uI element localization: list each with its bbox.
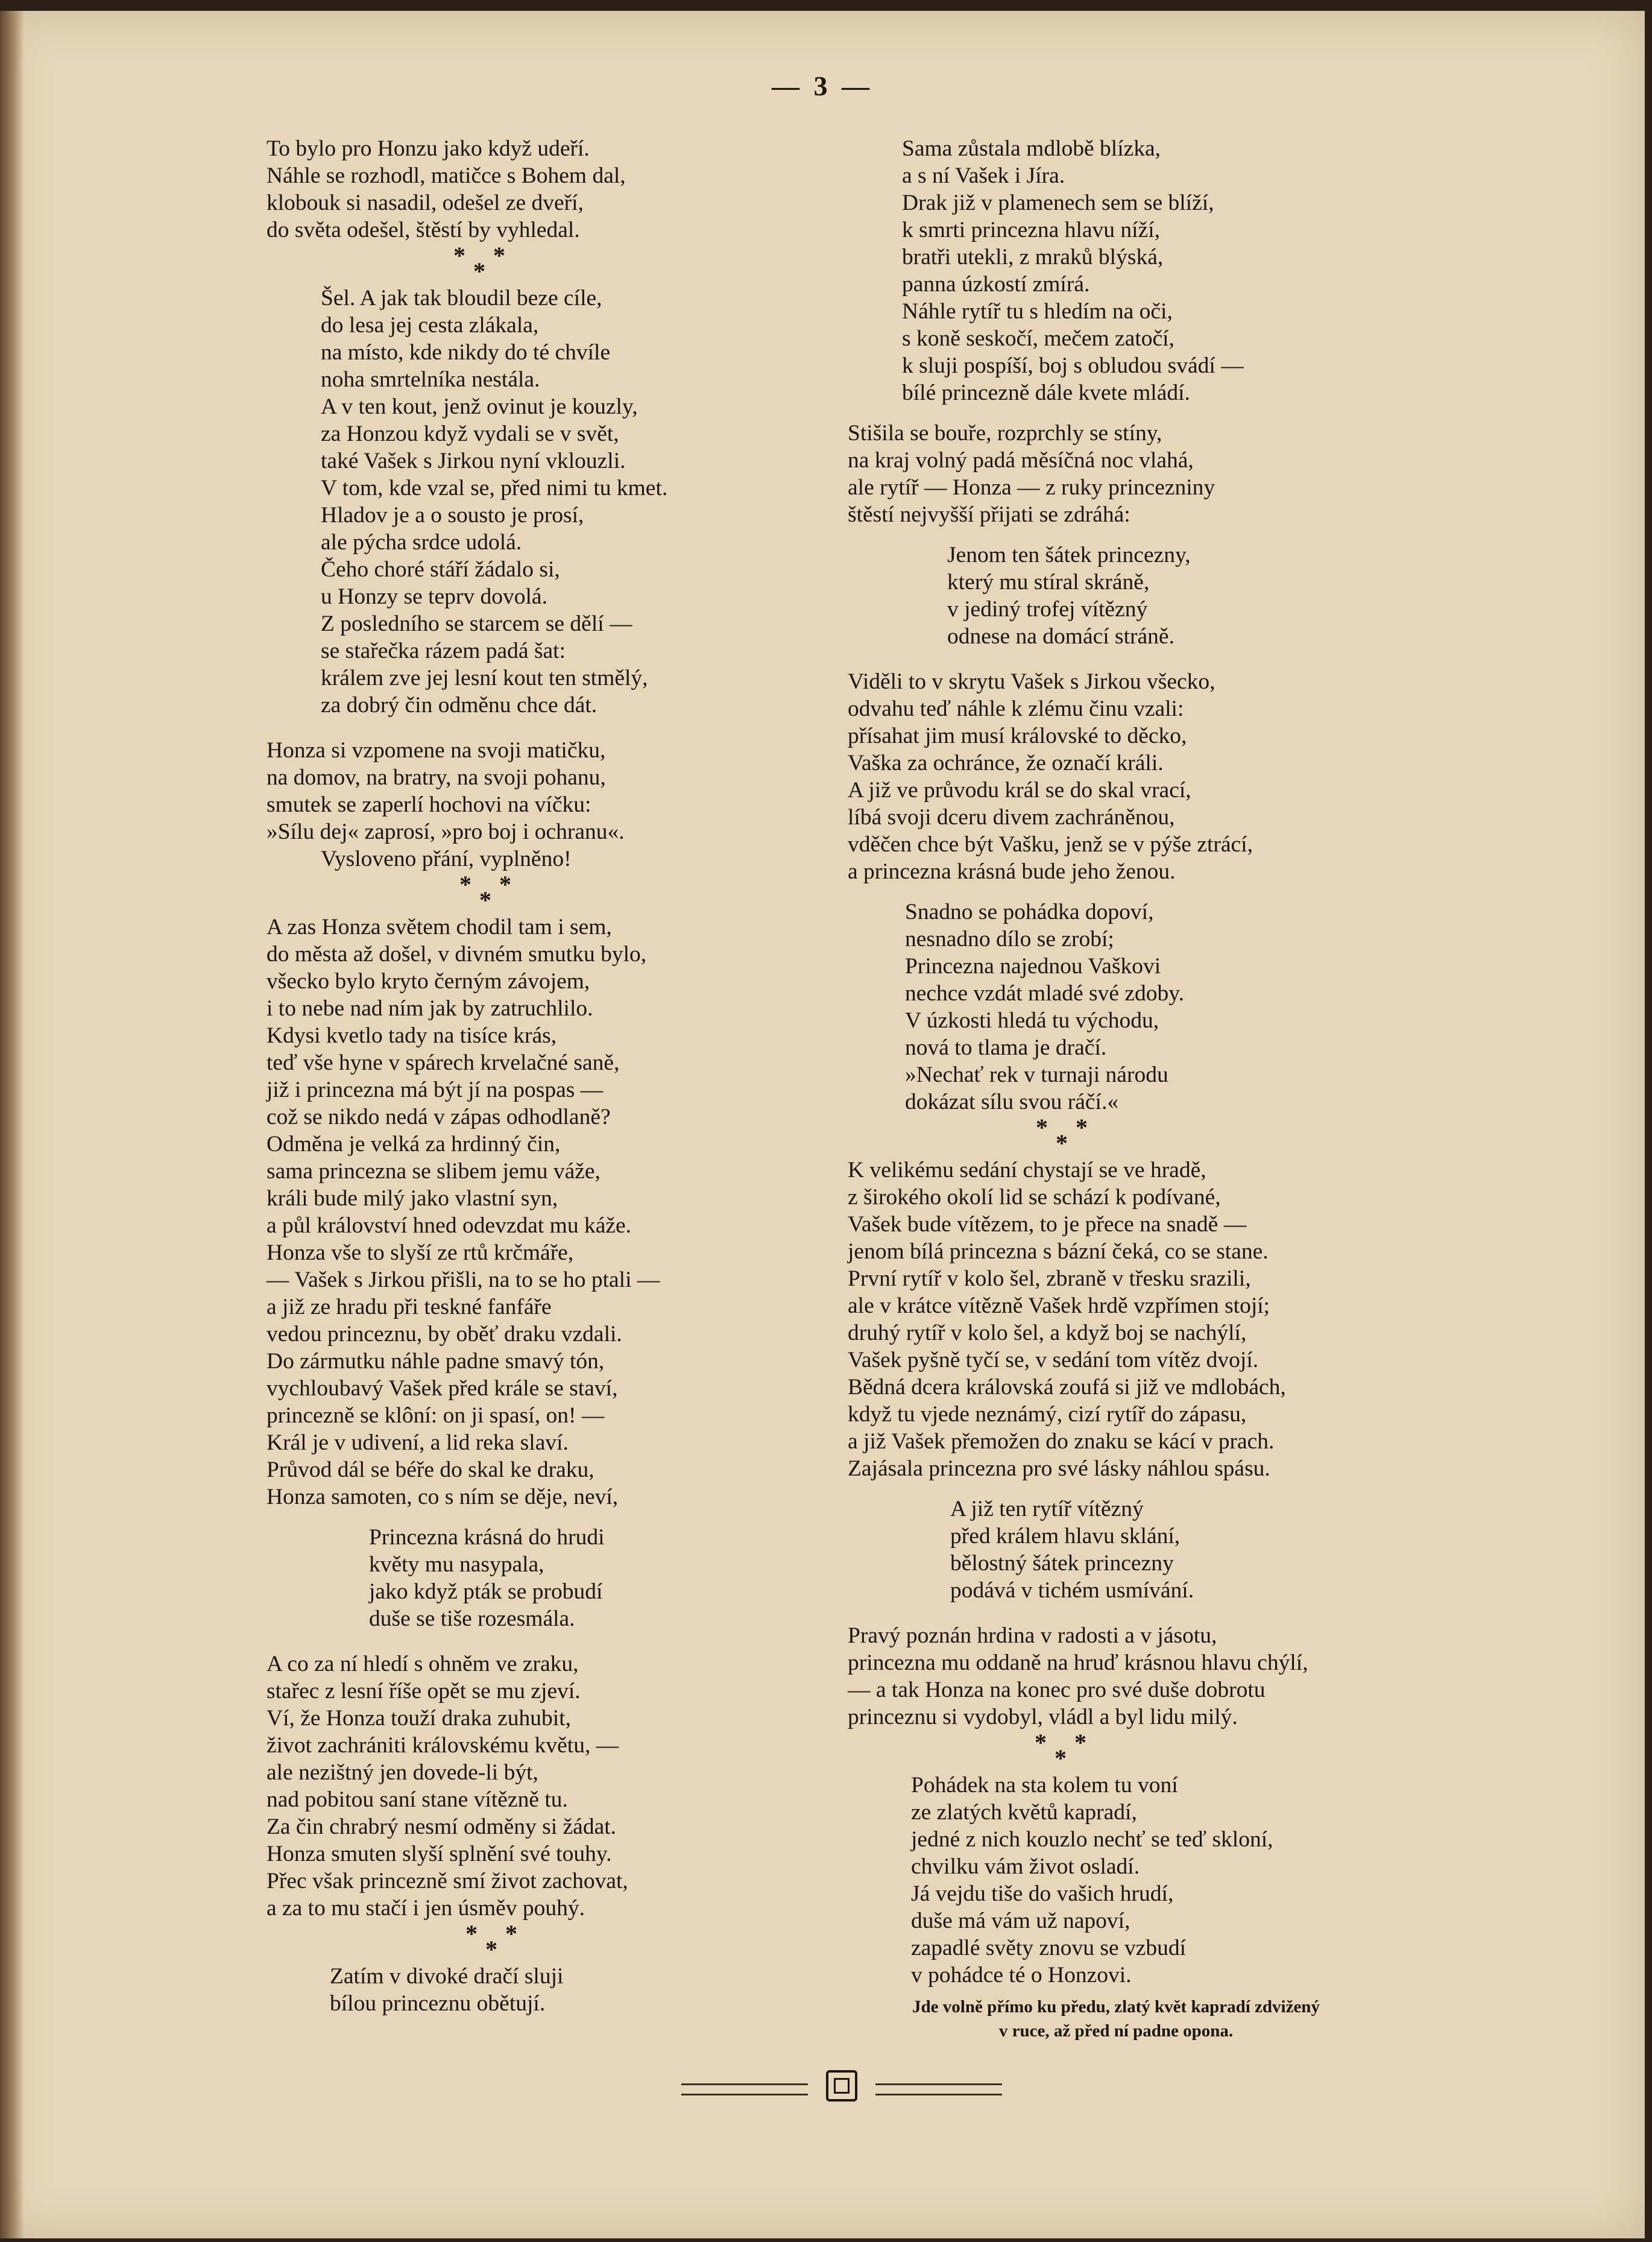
verse-line: všecko bylo kryto černým závojem,: [266, 969, 590, 994]
verse-line: K velikému sedání chystají se ve hradě,: [848, 1158, 1206, 1183]
verse-line: když tu vjede neznámý, cizí rytíř do zápasu,: [848, 1402, 1247, 1427]
verse-line: Král je v udivení, a lid reka slaví.: [266, 1430, 569, 1455]
verse-line: Hladov je a o sousto je prosí,: [321, 503, 584, 528]
verse-line: podává v tichém usmívání.: [950, 1578, 1194, 1603]
ornament-rule-right: [875, 2083, 1002, 2095]
verse-line: ale pýcha srdce udolá.: [321, 530, 522, 555]
verse-line: Princezna krásná do hrudi: [369, 1525, 605, 1550]
asterisk-icon: *: [1074, 1729, 1086, 1756]
stanza-gap: [266, 1632, 809, 1650]
verse-line: k sluji pospíší, boj s obludou svádí —: [902, 353, 1244, 378]
verse-line: Honza si vzpomene na svoji matičku,: [266, 738, 606, 763]
asterisk-icon: *: [1055, 1745, 1067, 1772]
asterisk-icon: *: [1076, 1114, 1088, 1141]
verse-line: V úzkosti hledá tu východu,: [905, 1008, 1159, 1033]
verse-line: nechce vzdát mladé své zdoby.: [905, 981, 1184, 1006]
verse-line: již i princezna má být jí na pospas —: [266, 1078, 604, 1102]
verse-line: také Vašek s Jirkou nyní vklouzli.: [321, 449, 626, 473]
verse-line: v jediný trofej vítězný: [947, 597, 1148, 622]
ornament-box-icon: [826, 2070, 857, 2101]
verse-line: Drak již v plamenech sem se blíží,: [902, 191, 1214, 215]
verse-line: Odměna je velká za hrdinný čin,: [266, 1132, 561, 1157]
verse-line: život zachrániti královskému květu, —: [266, 1733, 619, 1758]
ornament-rule-left: [681, 2083, 808, 2095]
verse-line: Vašek bude vítězem, to je přece na snadě —: [848, 1212, 1247, 1237]
asterisk-icon: *: [1036, 1114, 1048, 1141]
verse-line: Za čin chrabrý nesmí odměny si žádat.: [266, 1814, 617, 1839]
verse-line: Průvod dál se béře do skal ke draku,: [266, 1457, 594, 1482]
stanza-gap: [848, 528, 1390, 542]
asterisk-icon: *: [493, 242, 505, 269]
verse-line: teď vše hyne v spárech krvelačné saně,: [266, 1050, 620, 1075]
verse-line: nad pobitou saní stane vítězně tu.: [266, 1787, 568, 1812]
verse-line: A zas Honza světem chodil tam i sem,: [266, 915, 612, 939]
verse-line: a princezna krásná bude jeho ženou.: [848, 859, 1176, 884]
verse-line: Honza samoten, co s ním se děje, neví,: [266, 1485, 619, 1509]
verse-line: do města až došel, v divném smutku bylo,: [266, 942, 647, 967]
verse-line: Pohádek na sta kolem tu voní: [911, 1773, 1178, 1798]
verse-line: u Honzy se teprv dovolá.: [321, 584, 547, 609]
verse-line: a s ní Vašek i Jíra.: [902, 163, 1065, 188]
verse-line: odnese na domácí stráně.: [947, 624, 1174, 649]
end-ornament: [0, 2069, 1645, 2105]
verse-line: vděčen chce být Vašku, jenž se v pýše ztrácí,: [848, 832, 1253, 857]
verse-line: bílé princezně dále kvete mládí.: [902, 381, 1190, 405]
verse-line: Viděli to v skrytu Vašek s Jirkou všecko,: [848, 669, 1215, 694]
asterisk-icon: *: [1056, 1129, 1068, 1157]
asterisk-icon: *: [479, 886, 491, 914]
verse-line: ale nezištný jen dovede-li být,: [266, 1760, 538, 1785]
verse-line: na kraj volný padá měsíčná noc vlahá,: [848, 448, 1194, 473]
verse-line: bílou princeznu obětují.: [330, 1991, 546, 2016]
section-divider-asterisks: [453, 244, 809, 285]
right-column: [848, 135, 1390, 2043]
verse-line: odvahu teď náhle k zlému činu vzali:: [848, 696, 1184, 721]
verse-line: Bědná dcera královská zoufá si již ve mdlobách,: [848, 1375, 1286, 1400]
stanza-gap: [848, 406, 1390, 420]
section-divider-asterisks: [465, 1922, 809, 1963]
verse-line: za dobrý čin odměnu chce dát.: [321, 693, 597, 718]
verse-line: Já vejdu tiše do vašich hrudí,: [911, 1881, 1174, 1906]
verse-line: do světa odešel, štěstí by vyhledal.: [266, 218, 580, 242]
verse-line: Princezna najednou Vaškovi: [905, 954, 1161, 979]
verse-line: přísahat jim musí královské to děcko,: [848, 724, 1187, 748]
stanza-gap: [266, 719, 809, 737]
verse-line: bratři utekli, z mraků blýská,: [902, 245, 1164, 270]
verse-line: k smrti princezna hlavu níží,: [902, 218, 1160, 242]
verse-line: Pravý poznán hrdina v radosti a v jásotu,: [848, 1623, 1217, 1648]
book-spine: [0, 11, 24, 2238]
asterisk-icon: *: [505, 1920, 517, 1947]
stanza-gap: [848, 650, 1390, 668]
verse-line: A již ve průvodu král se do skal vrací,: [848, 778, 1191, 803]
asterisk-icon: *: [453, 242, 465, 269]
verse-line: chvilku vám život osladí.: [911, 1854, 1140, 1879]
verse-line: s koně seskočí, mečem zatočí,: [902, 326, 1174, 351]
verse-line: duše má vám už napoví,: [911, 1909, 1130, 1933]
verse-line: »Sílu dej« zaprosí, »pro boj i ochranu«.: [266, 819, 625, 844]
verse-line: vychloubavý Vašek před krále se staví,: [266, 1376, 618, 1401]
verse-line: králem zve jej lesní kout ten stmělý,: [321, 666, 648, 690]
verse-line: »Nechať rek v turnaji národu: [905, 1063, 1168, 1087]
asterisk-icon: *: [459, 871, 471, 898]
verse-line: princezně se klôní: on ji spasí, on! —: [266, 1403, 605, 1428]
verse-line: nesnadno dílo se zrobí;: [905, 927, 1114, 952]
verse-line: Sama zůstala mdlobě blízka,: [902, 136, 1161, 161]
asterisk-icon: *: [485, 1936, 497, 1963]
verse-line: vedou princeznu, by oběť draku vzdali.: [266, 1322, 622, 1347]
verse-line: Jenom ten šátek princezny,: [947, 543, 1191, 567]
verse-line: duše se tiše rozesmála.: [369, 1606, 575, 1631]
verse-line: Kdysi kvetlo tady na tisíce krás,: [266, 1023, 557, 1048]
stanza-gap: [848, 885, 1390, 898]
verse-line: To bylo pro Honzu jako když udeří.: [266, 136, 590, 161]
verse-line: a již Vašek přemožen do znaku se kácí v prach.: [848, 1429, 1275, 1454]
verse-line: na domov, na bratry, na svoji pohanu,: [266, 765, 606, 790]
verse-line: stařec z lesní říše opět se mu zjeví.: [266, 1679, 581, 1704]
verse-line: v pohádce té o Honzovi.: [911, 1963, 1132, 1988]
verse-line: Ví, že Honza touží draka zuhubit,: [266, 1706, 572, 1731]
left-column: [266, 135, 809, 2017]
verse-line: za Honzou když vydali se v svět,: [321, 422, 619, 446]
verse-line: jenom bílá princezna s bázní čeká, co se stane.: [848, 1239, 1269, 1264]
verse-line: Šel. A jak tak bloudil beze cíle,: [321, 286, 602, 311]
asterisk-icon: *: [473, 257, 485, 285]
verse-line: Honza smuten slyší splnění své touhy.: [266, 1842, 612, 1866]
verse-line: noha smrtelníka nestála.: [321, 367, 540, 392]
verse-line: V tom, kde vzal se, před nimi tu kmet.: [321, 476, 668, 501]
verse-line: na místo, kde nikdy do té chvíle: [321, 340, 611, 365]
verse-line: A již ten rytíř vítězný: [950, 1497, 1144, 1521]
stanza-gap: [848, 1482, 1390, 1495]
verse-line: a za to mu stačí i jen úsměv pouhý.: [266, 1896, 585, 1921]
verse-line: — a tak Honza na konec pro své duše dobrotu: [848, 1678, 1266, 1702]
verse-line: a již ze hradu při teskné fanfáře: [266, 1295, 552, 1319]
verse-line: Náhle se rozhodl, matičce s Bohem dal,: [266, 163, 626, 188]
verse-line: ze zlatých květů kapradí,: [911, 1800, 1137, 1825]
verse-line: což se nikdo nedá v zápas odhodlaně?: [266, 1105, 611, 1129]
asterisk-icon: *: [465, 1920, 478, 1947]
verse-line: druhý rytíř v kolo šel, a když boj se nachýlí,: [848, 1321, 1247, 1345]
verse-line: králi bude milý jako vlastní syn,: [266, 1186, 558, 1211]
verse-line: Z posledního se starcem se dělí —: [321, 611, 632, 636]
section-divider-asterisks: [459, 873, 809, 914]
verse-line: Zajásala princezna pro své lásky náhlou spásu.: [848, 1456, 1270, 1481]
asterisk-icon: *: [499, 871, 511, 898]
stage-direction-line: Jde volně přímo ku předu, zlatý květ kapradí zdvižený: [912, 1997, 1320, 2016]
verse-line: Stišila se bouře, rozprchly se stíny,: [848, 421, 1162, 446]
verse-line: Do zármutku náhle padne smavý tón,: [266, 1349, 605, 1374]
verse-line: princezna mu oddaně na hruď krásnou hlavu chýlí,: [848, 1650, 1308, 1675]
verse-line: Čeho choré stáří žádalo si,: [321, 557, 560, 582]
section-divider-asterisks: [1035, 1731, 1390, 1772]
verse-line: princeznu si vydobyl, vládl a byl lidu milý.: [848, 1705, 1238, 1729]
verse-line: z širokého okolí lid se schází k podívané,: [848, 1185, 1221, 1210]
verse-line: nová to tlama je dračí.: [905, 1035, 1107, 1060]
verse-line: před králem hlavu sklání,: [950, 1524, 1181, 1549]
verse-line: Zatím v divoké dračí sluji: [330, 1964, 564, 1989]
verse-line: zapadlé světy znovu se vzbudí: [911, 1936, 1187, 1960]
verse-line: jedné z nich kouzlo nechť se teď skloní,: [911, 1827, 1273, 1852]
verse-line: První rytíř v kolo šel, zbraně v třesku srazili,: [848, 1266, 1251, 1291]
verse-line: Přec však princezně smí život zachovat,: [266, 1869, 628, 1893]
stage-direction-line: v ruce, až před ní padne opona.: [998, 2021, 1234, 2041]
verse-line: A v ten kout, jenž ovinut je kouzly,: [321, 394, 638, 419]
verse-line: — Vašek s Jirkou přišli, na to se ho ptali —: [266, 1268, 660, 1292]
verse-line: který mu stíral skráně,: [947, 570, 1150, 595]
verse-line: se stařečka rázem padá šat:: [321, 639, 566, 663]
verse-line: Vašek pyšně tyčí se, v sedání tom vítěz dvojí.: [848, 1348, 1259, 1372]
verse-line: do lesa jej cesta zlákala,: [321, 313, 539, 338]
verse-line: ale v krátce vítězně Vašek hrdě vzpřímen stojí;: [848, 1293, 1270, 1318]
verse-line: Snadno se pohádka dopoví,: [905, 900, 1154, 924]
verse-line: panna úzkostí zmírá.: [902, 272, 1090, 297]
verse-line: dokázat sílu svou ráčí.«: [905, 1090, 1119, 1114]
verse-line: klobouk si nasadil, odešel ze dveří,: [266, 191, 584, 215]
verse-line: a půl království hned odevzdat mu káže.: [266, 1213, 632, 1238]
stanza-gap: [848, 1604, 1390, 1622]
verse-line: jako když pták se probudí: [369, 1579, 603, 1604]
verse-line: bělostný šátek princezny: [950, 1551, 1174, 1576]
verse-line: líbá svoji dceru divem zachráněnou,: [848, 805, 1175, 830]
page-number: — 3 —: [772, 71, 873, 101]
stanza-gap: [266, 1511, 809, 1524]
verse-line: sama princezna se slibem jemu váže,: [266, 1159, 601, 1184]
verse-line: Vysloveno přání, vyplněno!: [321, 847, 572, 871]
verse-line: květy mu nasypala,: [369, 1552, 544, 1577]
verse-line: smutek se zaperlí hochovi na víčku:: [266, 792, 591, 817]
verse-line: Honza vše to slyší ze rtů krčmáře,: [266, 1240, 574, 1265]
verse-line: i to nebe nad ním jak by zatruchlilo.: [266, 996, 593, 1021]
verse-line: štěstí nejvyšší přijati se zdráhá:: [848, 502, 1130, 527]
verse-line: ale rytíř — Honza — z ruky princezniny: [848, 475, 1215, 500]
verse-line: A co za ní hledí s ohněm ve zraku,: [266, 1652, 579, 1676]
asterisk-icon: *: [1035, 1729, 1047, 1756]
verse-line: Vaška za ochránce, že označí králi.: [848, 751, 1164, 775]
section-divider-asterisks: [1036, 1116, 1390, 1157]
page: [0, 11, 1645, 2238]
stage-direction: [842, 1995, 1390, 2043]
verse-line: Náhle rytíř tu s hledím na oči,: [902, 299, 1173, 324]
